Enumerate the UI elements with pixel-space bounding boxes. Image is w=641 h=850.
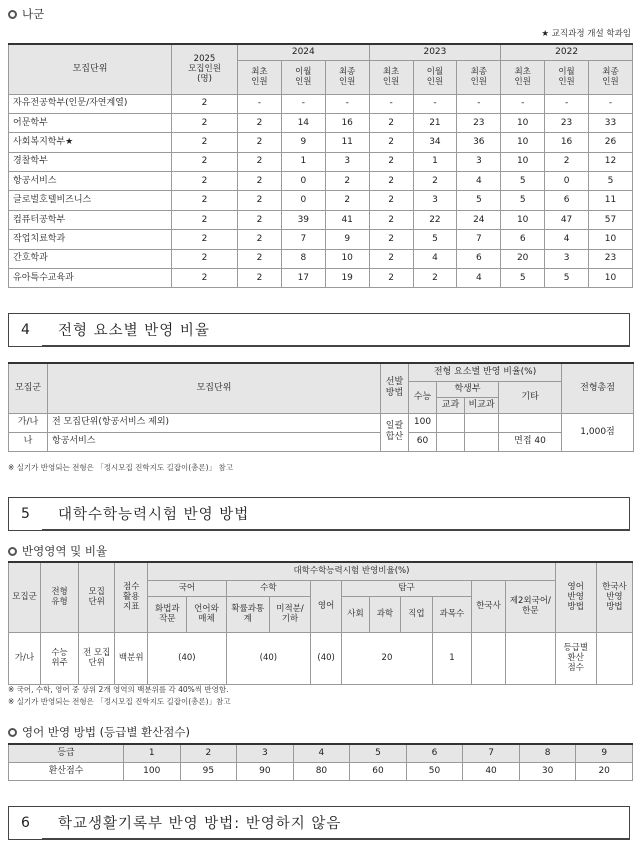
- value-cell: 2: [172, 152, 238, 171]
- header-subject: 교과: [437, 397, 465, 413]
- total-cell: 1,000점: [562, 413, 634, 451]
- value-cell: -: [545, 94, 589, 113]
- header-math: 수학: [226, 580, 311, 596]
- value-cell: 10: [589, 269, 633, 288]
- value-cell: 7: [281, 230, 325, 249]
- value-cell: 2: [413, 172, 457, 191]
- sub-col-header: 최종 인원: [457, 60, 501, 94]
- sub-col-header: 최종 인원: [589, 60, 633, 94]
- section-title: 학교생활기록부 반영 방법: 반영하지 않음: [42, 806, 629, 840]
- table-row: [9, 113, 633, 132]
- value-cell: 24: [457, 210, 501, 229]
- score-cell: 20: [576, 762, 633, 780]
- grade-cell: 4: [293, 744, 350, 762]
- value-cell: 4: [545, 230, 589, 249]
- value-cell: 2: [369, 210, 413, 229]
- ratio-table: [8, 362, 633, 452]
- value-cell: -: [589, 94, 633, 113]
- value-cell: -: [325, 94, 369, 113]
- table-row: [9, 133, 633, 152]
- header-eng-method: 영어 반영 방법: [555, 562, 596, 632]
- value-cell: 2: [325, 172, 369, 191]
- value-cell: 1: [413, 152, 457, 171]
- value-cell: 2: [172, 191, 238, 210]
- year-header-2022: 2022: [501, 44, 633, 60]
- value-cell: 9: [281, 133, 325, 152]
- score-cell: 50: [406, 762, 463, 780]
- sub-col-header: 최초 인원: [238, 60, 282, 94]
- sub-col-header: 이월 인원: [281, 60, 325, 94]
- table-row: [9, 152, 633, 171]
- unit-cell: 경찰학부: [9, 152, 172, 171]
- value-cell: 2: [369, 249, 413, 268]
- header-social: 사회: [342, 596, 370, 632]
- header-unit: 모집 단위: [79, 562, 115, 632]
- grade-cell: 1: [124, 744, 181, 762]
- value-cell: 23: [589, 249, 633, 268]
- header-record: 학생부: [437, 381, 499, 397]
- value-cell: 2: [172, 172, 238, 191]
- value-cell: 2: [325, 191, 369, 210]
- value-cell: 2: [238, 113, 282, 132]
- value-cell: 4: [413, 249, 457, 268]
- value-cell: -: [281, 94, 325, 113]
- csat-notes: ※ 국어, 수학, 영어 중 상위 2개 영역의 백분위를 각 40%씩 반영함. ※ 실기가 반영되는 전형은 「정시모집 진학지도 길잡이(총론)」참고: [8, 685, 231, 706]
- header-nonsubject: 비교과: [465, 397, 499, 413]
- score-cell: 30: [519, 762, 576, 780]
- sub-col-header: 최종 인원: [325, 60, 369, 94]
- unit-cell: 항공서비스: [9, 172, 172, 191]
- year-header-2023: 2023: [369, 44, 501, 60]
- unit-cell: 사회복지학부★: [9, 133, 172, 152]
- header-korean-2: 언어와 매체: [187, 596, 226, 632]
- table-row: [9, 269, 633, 288]
- value-cell: 2: [238, 133, 282, 152]
- value-cell: 4: [457, 172, 501, 191]
- unit-cell: 작업치료학과: [9, 230, 172, 249]
- admission-table: [8, 43, 633, 288]
- unit-cell: 자유전공학부(인문/자연계열): [9, 94, 172, 113]
- csat-table: [8, 561, 633, 685]
- value-cell: 10: [589, 230, 633, 249]
- section-number: 6: [8, 806, 42, 840]
- header-total: 전형총점: [562, 363, 634, 413]
- value-cell: -: [369, 94, 413, 113]
- value-cell: 2: [172, 133, 238, 152]
- col-header-2025: 2025 모집인원 (명): [172, 44, 238, 94]
- value-cell: 14: [281, 113, 325, 132]
- value-cell: 2: [172, 230, 238, 249]
- value-cell: 2: [238, 152, 282, 171]
- value-cell: -: [501, 94, 545, 113]
- value-cell: 2: [238, 191, 282, 210]
- score-cell: 40: [463, 762, 520, 780]
- header-type: 전형 유형: [40, 562, 78, 632]
- section-number: 5: [8, 497, 42, 531]
- score-cell: 90: [237, 762, 294, 780]
- section-title: 전형 요소별 반영 비율: [42, 313, 629, 347]
- header-korean-1: 화법과 작문: [148, 596, 187, 632]
- unit-cell: 어문학부: [9, 113, 172, 132]
- group-heading-label: 나군: [22, 7, 45, 21]
- table-row: 가/나 전 모집단위(항공서비스 제외) 일괄 합산 100 1,000점: [9, 413, 634, 432]
- value-cell: 10: [501, 210, 545, 229]
- sub-heading-areas: 반영영역 및 비율: [8, 543, 107, 559]
- value-cell: 3: [413, 191, 457, 210]
- header-group: 모집군: [9, 363, 48, 413]
- value-cell: 0: [281, 172, 325, 191]
- value-cell: 2: [238, 210, 282, 229]
- value-cell: 20: [501, 249, 545, 268]
- header-method: 선발 방법: [381, 363, 409, 413]
- header-subject-count: 과목수: [432, 596, 471, 632]
- english-grade-table: [8, 743, 633, 781]
- score-cell: 95: [180, 762, 237, 780]
- value-cell: 5: [589, 172, 633, 191]
- header-grade: 등급: [9, 744, 124, 762]
- value-cell: 2: [369, 152, 413, 171]
- value-cell: 41: [325, 210, 369, 229]
- table-row: [9, 230, 633, 249]
- value-cell: 10: [501, 152, 545, 171]
- value-cell: 5: [413, 230, 457, 249]
- value-cell: 0: [281, 191, 325, 210]
- value-cell: 22: [413, 210, 457, 229]
- value-cell: 9: [325, 230, 369, 249]
- sub-col-header: 최초 인원: [501, 60, 545, 94]
- header-math-1: 확률과통 계: [226, 596, 269, 632]
- header-score-index: 점수 활용 지표: [115, 562, 148, 632]
- value-cell: 2: [369, 230, 413, 249]
- sub-col-header: 이월 인원: [413, 60, 457, 94]
- value-cell: 1: [281, 152, 325, 171]
- circle-bullet-icon: [8, 547, 17, 556]
- value-cell: 2: [172, 210, 238, 229]
- value-cell: 3: [325, 152, 369, 171]
- value-cell: 8: [281, 249, 325, 268]
- method-cell: 일괄 합산: [381, 413, 409, 451]
- value-cell: 10: [501, 133, 545, 152]
- value-cell: 16: [545, 133, 589, 152]
- value-cell: 17: [281, 269, 325, 288]
- value-cell: 2: [172, 94, 238, 113]
- table-row: [9, 94, 633, 113]
- value-cell: 11: [325, 133, 369, 152]
- grade-cell: 8: [519, 744, 576, 762]
- value-cell: 10: [325, 249, 369, 268]
- unit-cell: 컴퓨터공학부: [9, 210, 172, 229]
- header-vocational: 직업: [400, 596, 432, 632]
- value-cell: 47: [545, 210, 589, 229]
- value-cell: 2: [172, 249, 238, 268]
- score-cell: 80: [293, 762, 350, 780]
- header-suneung: 수능: [409, 381, 437, 413]
- value-cell: 2: [545, 152, 589, 171]
- sub-col-header: 이월 인원: [545, 60, 589, 94]
- table-row: 나 항공서비스 60 면접 40: [9, 432, 634, 451]
- header-history: 한국사: [472, 580, 506, 632]
- table-row: [9, 249, 633, 268]
- header-csat-ratio: 대학수학능력시험 반영비율(%): [148, 562, 555, 580]
- year-header-2024: 2024: [238, 44, 370, 60]
- value-cell: -: [413, 94, 457, 113]
- section-title: 대학수학능력시험 반영 방법: [42, 497, 629, 531]
- header-second-lang: 제2외국어/ 한문: [506, 580, 556, 632]
- value-cell: 7: [457, 230, 501, 249]
- header-korean: 국어: [148, 580, 226, 596]
- value-cell: 5: [501, 269, 545, 288]
- value-cell: 5: [501, 172, 545, 191]
- value-cell: 0: [545, 172, 589, 191]
- value-cell: 12: [589, 152, 633, 171]
- legend-note: ★ 교직과정 개설 학과임: [541, 29, 631, 39]
- section-6-header: [8, 806, 633, 840]
- circle-bullet-icon: [8, 10, 17, 19]
- unit-cell: 간호학과: [9, 249, 172, 268]
- value-cell: 2: [238, 230, 282, 249]
- header-ratio: 전형 요소별 반영 비율(%): [409, 363, 562, 381]
- header-etc: 기타: [499, 381, 562, 413]
- header-science: 과학: [369, 596, 400, 632]
- sub-heading-english: 영어 반영 방법 (등급별 환산점수): [8, 724, 190, 740]
- section-5-header: [8, 497, 633, 531]
- value-cell: 5: [545, 269, 589, 288]
- table-row: [9, 210, 633, 229]
- value-cell: 6: [545, 191, 589, 210]
- section-tab-decoration: [629, 806, 633, 840]
- header-inquiry: 탐구: [342, 580, 472, 596]
- grade-cell: 9: [576, 744, 633, 762]
- value-cell: 2: [238, 249, 282, 268]
- grade-cell: 6: [406, 744, 463, 762]
- header-math-2: 미적분/ 기하: [269, 596, 310, 632]
- value-cell: 2: [413, 269, 457, 288]
- value-cell: 3: [457, 152, 501, 171]
- value-cell: 34: [413, 133, 457, 152]
- value-cell: 2: [172, 113, 238, 132]
- value-cell: 10: [501, 113, 545, 132]
- value-cell: 2: [369, 113, 413, 132]
- value-cell: 11: [589, 191, 633, 210]
- score-cell: 100: [124, 762, 181, 780]
- section-4-header: [8, 313, 633, 347]
- grade-cell: 7: [463, 744, 520, 762]
- col-header-unit: 모집단위: [9, 44, 172, 94]
- value-cell: 5: [501, 191, 545, 210]
- value-cell: 16: [325, 113, 369, 132]
- value-cell: 21: [413, 113, 457, 132]
- sub-col-header: 최초 인원: [369, 60, 413, 94]
- value-cell: 6: [457, 249, 501, 268]
- header-converted-score: 환산점수: [9, 762, 124, 780]
- header-unit: 모집단위: [48, 363, 381, 413]
- value-cell: 39: [281, 210, 325, 229]
- group-heading: [8, 6, 44, 22]
- value-cell: 19: [325, 269, 369, 288]
- value-cell: 5: [457, 191, 501, 210]
- grade-cell: 3: [237, 744, 294, 762]
- value-cell: 2: [369, 269, 413, 288]
- value-cell: 3: [545, 249, 589, 268]
- value-cell: 2: [369, 133, 413, 152]
- value-cell: 2: [238, 269, 282, 288]
- value-cell: 4: [457, 269, 501, 288]
- grade-cell: 2: [180, 744, 237, 762]
- value-cell: 36: [457, 133, 501, 152]
- circle-bullet-icon: [8, 728, 17, 737]
- value-cell: 33: [589, 113, 633, 132]
- score-cell: 60: [350, 762, 407, 780]
- value-cell: 2: [369, 172, 413, 191]
- value-cell: -: [457, 94, 501, 113]
- section-number: 4: [8, 313, 42, 347]
- value-cell: 2: [238, 172, 282, 191]
- ratio-note: ※ 실기가 반영되는 전형은 「정시모집 진학지도 길잡이(총론)」 참고: [8, 463, 233, 472]
- grade-cell: 5: [350, 744, 407, 762]
- header-english: 영어: [311, 580, 342, 632]
- table-row: 가/나 수능 위주 전 모집 단위 백분위 (40) (40) (40) 20 1 등급별 환산 점수: [9, 632, 633, 684]
- value-cell: 57: [589, 210, 633, 229]
- unit-cell: 글로벌호텔비즈니스: [9, 191, 172, 210]
- table-row: [9, 191, 633, 210]
- header-hist-method: 한국사 반영 방법: [596, 562, 632, 632]
- section-tab-decoration: [629, 313, 633, 347]
- value-cell: 2: [369, 191, 413, 210]
- value-cell: 23: [545, 113, 589, 132]
- section-tab-decoration: [629, 497, 633, 531]
- value-cell: 23: [457, 113, 501, 132]
- value-cell: 26: [589, 133, 633, 152]
- unit-cell: 유아특수교육과: [9, 269, 172, 288]
- value-cell: 6: [501, 230, 545, 249]
- value-cell: 2: [172, 269, 238, 288]
- header-group: 모집군: [9, 562, 41, 632]
- value-cell: -: [238, 94, 282, 113]
- table-row: [9, 172, 633, 191]
